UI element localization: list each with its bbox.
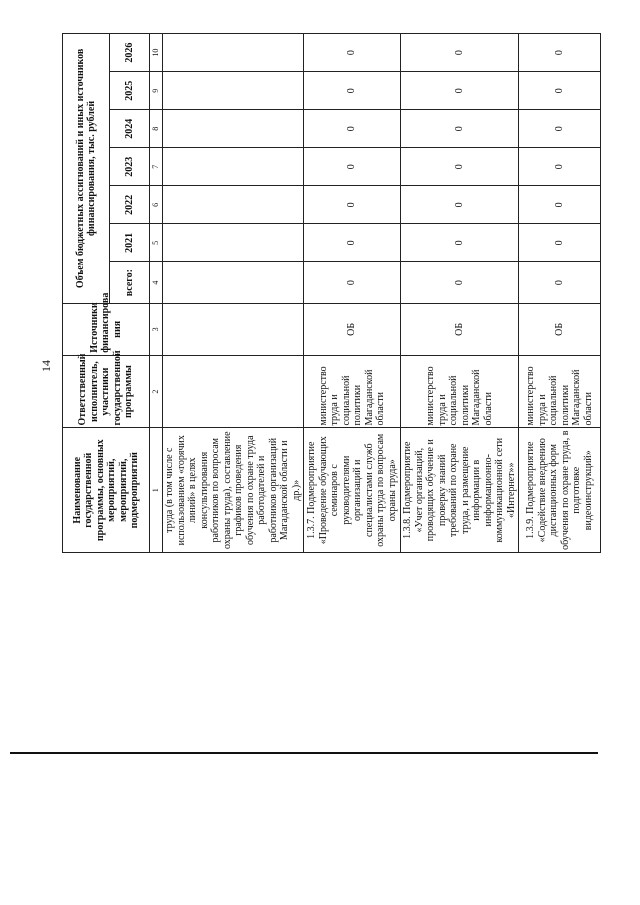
page-number: 14 xyxy=(39,360,53,372)
row-value: 0 xyxy=(304,186,401,224)
column-index: 5 xyxy=(150,224,163,262)
row-value: 0 xyxy=(519,110,601,148)
row-value xyxy=(163,110,304,148)
row-value: 0 xyxy=(519,262,601,304)
row-value: 0 xyxy=(519,34,601,72)
column-index: 6 xyxy=(150,186,163,224)
row-value: 0 xyxy=(519,224,601,262)
row-value: 0 xyxy=(304,72,401,110)
header-year: 2026 xyxy=(110,34,150,72)
row-source: ОБ xyxy=(304,303,401,355)
row-executor: министерство труда и социальной политики Магаданской области xyxy=(519,355,601,428)
rotated-table-wrapper xyxy=(62,33,594,553)
row-value: 0 xyxy=(401,224,519,262)
row-source xyxy=(163,303,304,355)
column-index: 4 xyxy=(150,262,163,304)
row-value: 0 xyxy=(401,148,519,186)
row-value: 0 xyxy=(401,186,519,224)
column-index: 8 xyxy=(150,110,163,148)
header-year: 2025 xyxy=(110,72,150,110)
row-value: 0 xyxy=(401,34,519,72)
funding-table xyxy=(62,33,601,553)
header-volume: Объем бюджетных ассигнований и иных источников финансирования, тыс. рублей xyxy=(63,34,110,304)
row-name: 1.3.8. Подмероприятие «Учет организаций, проводящих обучение и проверку знаний требований по охране труда, и размещение информации в информационно-коммуникационной сети «Интернет»» xyxy=(401,428,519,553)
column-index: 7 xyxy=(150,148,163,186)
row-value xyxy=(163,224,304,262)
row-value: 0 xyxy=(401,110,519,148)
row-name: 1.3.7. Подмероприятие «Проведение обучающих семинаров с руководителями организаций и специалистами служб охраны труда по вопросам охраны труда» xyxy=(304,428,401,553)
row-value: 0 xyxy=(304,224,401,262)
row-name: 1.3.9. Подмероприятие «Содействие внедрению дистанционных форм обучения по охране труда, в подготовке видеоинструкций» xyxy=(519,428,601,553)
row-value xyxy=(163,186,304,224)
row-value xyxy=(163,262,304,304)
header-year: 2021 xyxy=(110,224,150,262)
row-value: 0 xyxy=(401,262,519,304)
row-value: 0 xyxy=(519,72,601,110)
row-executor: министерство труда и социальной политики Магаданской области xyxy=(401,355,519,428)
header-total: всего: xyxy=(110,262,150,304)
page-divider-line xyxy=(10,752,598,754)
column-index: 3 xyxy=(150,303,163,355)
row-value: 0 xyxy=(304,110,401,148)
column-index: 10 xyxy=(150,34,163,72)
row-value xyxy=(163,148,304,186)
row-value: 0 xyxy=(519,186,601,224)
header-executor: Ответственный исполнитель, участники государственной программы xyxy=(63,355,150,428)
header-name: Наименование государственной программы, основных мероприятий, мероприятий, подмероприятий xyxy=(63,428,150,553)
table-row xyxy=(163,34,304,553)
table-row xyxy=(519,34,601,553)
row-value: 0 xyxy=(519,148,601,186)
column-index: 1 xyxy=(150,428,163,553)
table-row xyxy=(401,34,519,553)
row-executor xyxy=(163,355,304,428)
row-value xyxy=(163,72,304,110)
column-index: 9 xyxy=(150,72,163,110)
column-index: 2 xyxy=(150,355,163,428)
row-value: 0 xyxy=(304,34,401,72)
header-year: 2022 xyxy=(110,186,150,224)
header-source: Источники финансирова ния xyxy=(63,303,150,355)
header-year: 2024 xyxy=(110,110,150,148)
header-year: 2023 xyxy=(110,148,150,186)
row-source: ОБ xyxy=(519,303,601,355)
row-value: 0 xyxy=(304,262,401,304)
row-source: ОБ xyxy=(401,303,519,355)
row-value: 0 xyxy=(304,148,401,186)
table-row xyxy=(304,34,401,553)
row-value xyxy=(163,34,304,72)
row-name: труда (в том числе с использованием «горячих линий» в целях консультирования работников по вопросам охраны труда), составление графиков проведения обучения по охране труда работодателей и работников организаций Магаданской области и др.)» xyxy=(163,428,304,553)
row-value: 0 xyxy=(401,72,519,110)
row-executor: министерство труда и социальной политики Магаданской области xyxy=(304,355,401,428)
